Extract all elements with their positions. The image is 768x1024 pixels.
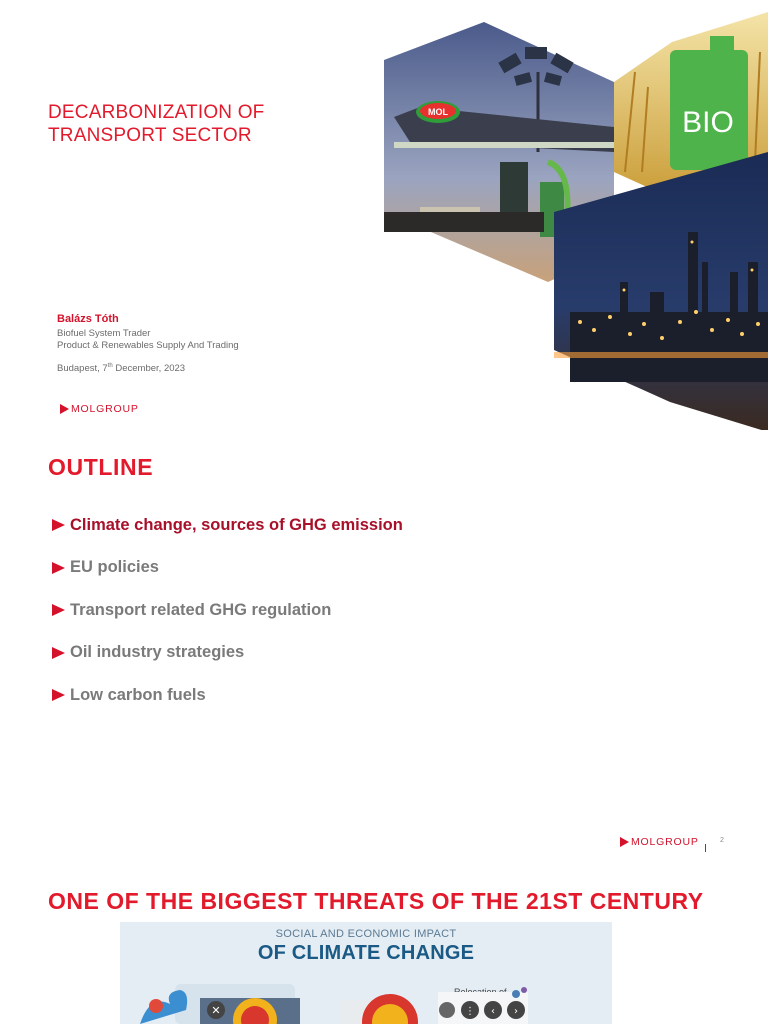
svg-text:‹: ‹ bbox=[491, 1006, 495, 1017]
outline-item-low-carbon-fuels: Low carbon fuels bbox=[52, 674, 403, 717]
hexagon-photo-collage bbox=[380, 12, 768, 430]
outline-item-climate-change: Climate change, sources of GHG emission bbox=[52, 504, 403, 547]
presentation-date: Budapest, 7th December, 2023 bbox=[57, 363, 186, 375]
author-name: Balázs Tóth bbox=[57, 313, 119, 325]
outline-list bbox=[52, 504, 403, 717]
title-line-2: TRANSPORT SECTOR bbox=[48, 125, 252, 146]
svg-text:✕: ✕ bbox=[211, 1004, 221, 1017]
outline-slide bbox=[0, 430, 768, 858]
logo-text: MOLGROUP bbox=[631, 836, 699, 848]
author-department: Product & Renewables Supply And Trading bbox=[57, 340, 239, 351]
outline-item-oil-strategies: Oil industry strategies bbox=[52, 632, 403, 675]
logo-triangle-icon bbox=[60, 404, 69, 414]
infographic-title: OF CLIMATE CHANGE bbox=[257, 942, 475, 964]
logo-text: MOLGROUP bbox=[71, 403, 139, 415]
author-role: Biofuel System Trader bbox=[57, 328, 151, 339]
title-line-1: DECARBONIZATION OF bbox=[48, 102, 265, 123]
outline-item-eu-policies: EU policies bbox=[52, 547, 403, 590]
threats-slide bbox=[0, 858, 768, 1024]
molgroup-logo bbox=[620, 836, 699, 848]
dot-icon[interactable] bbox=[439, 1002, 455, 1018]
bullet-triangle-icon bbox=[52, 647, 65, 659]
bullet-triangle-icon bbox=[52, 562, 65, 574]
outline-heading: OUTLINE bbox=[48, 454, 154, 480]
climate-impact-infographic bbox=[120, 922, 612, 1024]
bullet-triangle-icon bbox=[52, 519, 65, 531]
bullet-triangle-icon bbox=[52, 604, 65, 616]
svg-text:⋮: ⋮ bbox=[465, 1006, 475, 1017]
bio-label-text: BIO bbox=[682, 106, 734, 139]
page-divider bbox=[705, 844, 706, 852]
station-sign-text: MOL bbox=[428, 107, 448, 117]
infographic-illustration bbox=[120, 982, 612, 1024]
title-slide bbox=[0, 0, 768, 430]
logo-triangle-icon bbox=[620, 837, 629, 847]
svg-text:›: › bbox=[514, 1006, 518, 1017]
infographic-subtitle: SOCIAL AND ECONOMIC IMPACT bbox=[275, 928, 457, 940]
outline-item-transport-regulation: Transport related GHG regulation bbox=[52, 589, 403, 632]
bullet-triangle-icon bbox=[52, 689, 65, 701]
presentation-title bbox=[48, 101, 368, 147]
threats-heading: ONE OF THE BIGGEST THREATS OF THE 21ST CENTURY bbox=[48, 888, 704, 914]
page-number: 2 bbox=[720, 837, 724, 844]
molgroup-logo bbox=[60, 403, 139, 415]
